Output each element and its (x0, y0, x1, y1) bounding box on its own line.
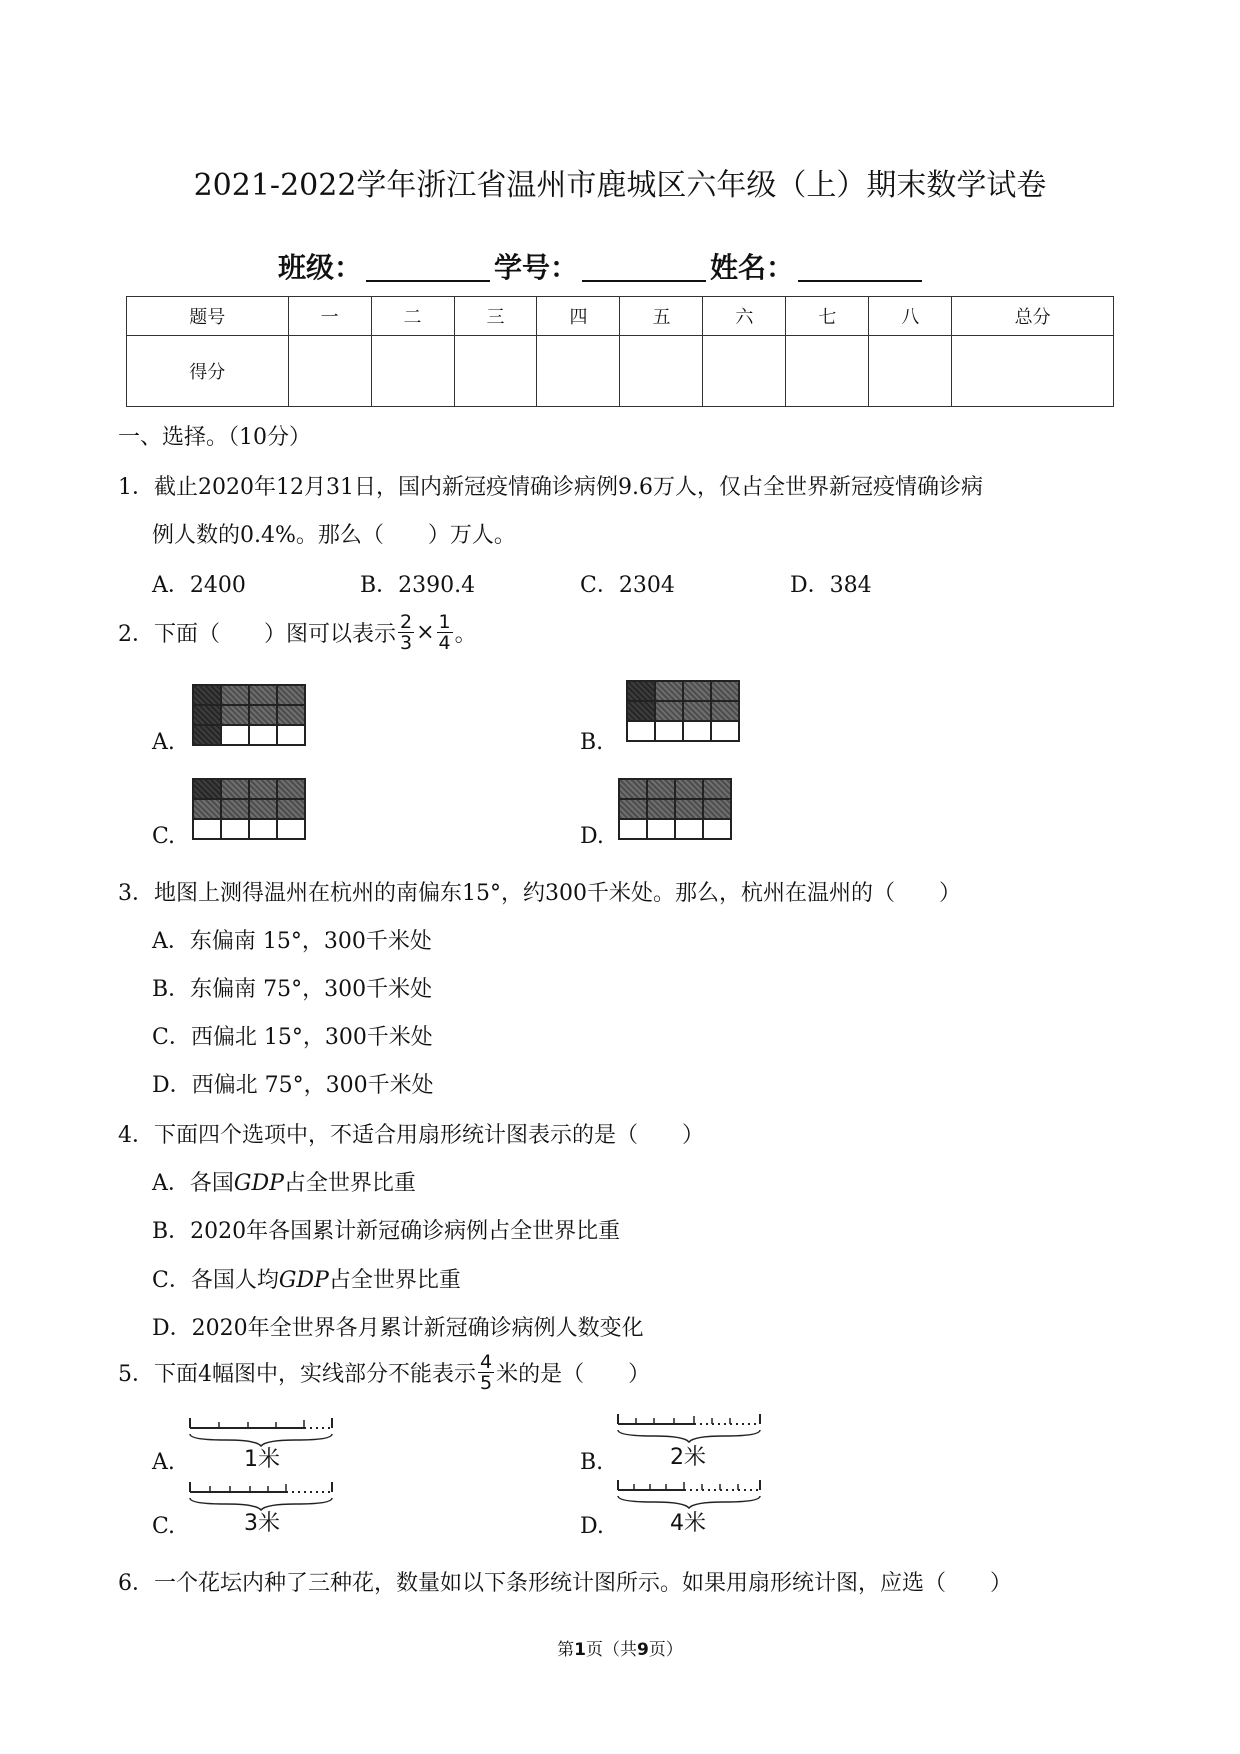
q2-label-a[interactable]: A. (152, 730, 175, 755)
q5-ruler-b-length: 2米 (670, 1445, 706, 1470)
page-number: 1 (574, 1640, 586, 1660)
score-cell[interactable] (703, 336, 786, 407)
fraction (478, 1352, 494, 1393)
score-cell[interactable] (786, 336, 869, 407)
q5-label-a[interactable]: A. (152, 1450, 175, 1475)
q5-stem-text: 5．下面4幅图中，实线部分不能表示 (118, 1362, 476, 1387)
gdp-text: GDP (278, 1268, 329, 1293)
q4-option-a[interactable] (152, 1166, 416, 1197)
times-sign: × (416, 620, 435, 645)
score-cell[interactable] (371, 336, 454, 407)
q5-label-c[interactable]: C. (152, 1514, 176, 1539)
numerator: 4 (480, 1351, 493, 1373)
q4-option-a-text: A．各国 (152, 1171, 234, 1196)
q4-option-c[interactable] (152, 1263, 461, 1294)
score-header: 七 (786, 297, 869, 336)
q3-stem: 3．地图上测得温州在杭州的南偏东15°，约300千米处。那么，杭州在温州的（ ） (118, 881, 961, 906)
student-info (278, 246, 926, 286)
score-row-label: 得分 (127, 336, 289, 407)
score-header-row (127, 297, 1114, 336)
class-label: 班级： (278, 251, 363, 284)
page-footer (0, 1635, 1240, 1660)
q5-ruler-a-length: 1米 (244, 1447, 280, 1472)
score-cell[interactable] (537, 336, 620, 407)
score-cell[interactable] (869, 336, 952, 407)
q5-stem (118, 1352, 650, 1393)
q4-option-a-text: 占全世界比重 (283, 1171, 416, 1196)
denominator: 3 (400, 632, 413, 654)
q2-grid-a[interactable] (192, 684, 306, 746)
q1-option-b[interactable]: B．2390.4 (360, 573, 476, 598)
fraction (437, 612, 453, 653)
q3-option-a[interactable]: A．东偏南 15°，300千米处 (152, 929, 432, 954)
q3-option-b[interactable]: B．东偏南 75°，300千米处 (152, 977, 433, 1002)
q1-option-a[interactable]: A．2400 (152, 573, 246, 598)
q5-ruler-c-length: 3米 (244, 1511, 280, 1536)
q2-label-b[interactable]: B. (580, 730, 604, 755)
score-cell[interactable] (454, 336, 537, 407)
number-label: 学号： (494, 251, 579, 284)
q1-stem-line2: 例人数的0.4%。那么（ ）万人。 (152, 523, 516, 548)
score-header: 八 (869, 297, 952, 336)
q2-stem-end: 。 (454, 622, 477, 647)
score-header: 一 (288, 297, 371, 336)
q1-option-c[interactable]: C．2304 (580, 573, 675, 598)
q4-option-c-text: C．各国人均 (152, 1268, 279, 1293)
name-label: 姓名： (710, 251, 795, 284)
page-title: 2021-2022学年浙江省温州市鹿城区六年级（上）期末数学试卷 (193, 168, 1047, 203)
denominator: 5 (480, 1372, 493, 1394)
score-header: 二 (371, 297, 454, 336)
score-header: 总分 (952, 297, 1114, 336)
score-cell[interactable] (952, 336, 1114, 407)
q5-label-b[interactable]: B. (580, 1450, 604, 1475)
gdp-text: GDP (233, 1171, 284, 1196)
q5-ruler-d-length: 4米 (670, 1511, 706, 1536)
footer-text: 页） (648, 1640, 683, 1660)
name-blank[interactable] (798, 279, 922, 282)
score-header: 六 (703, 297, 786, 336)
score-header: 题号 (127, 297, 289, 336)
q2-stem (118, 612, 477, 653)
score-header: 三 (454, 297, 537, 336)
q2-label-d[interactable]: D. (580, 824, 604, 849)
score-table (126, 296, 1114, 407)
section-heading: 一、选择。（10分） (118, 425, 311, 450)
q2-stem-text: 2．下面（ ）图可以表示 (118, 622, 396, 647)
q2-label-c[interactable]: C. (152, 824, 176, 849)
q4-option-b[interactable]: B．2020年各国累计新冠确诊病例占全世界比重 (152, 1219, 621, 1244)
numerator: 2 (400, 611, 413, 633)
q4-option-d[interactable]: D．2020年全世界各月累计新冠确诊病例人数变化 (152, 1316, 644, 1341)
q4-option-c-text: 占全世界比重 (328, 1268, 461, 1293)
footer-text: 页（共 (586, 1640, 637, 1660)
score-header: 五 (620, 297, 703, 336)
q2-grid-d[interactable] (618, 778, 732, 840)
total-pages: 9 (637, 1640, 649, 1660)
fraction (398, 612, 414, 653)
score-cell[interactable] (288, 336, 371, 407)
q1-stem-line1: 1．截止2020年12月31日，国内新冠疫情确诊病例9.6万人，仅占全世界新冠疫情确诊病 (118, 475, 983, 500)
q5-stem-end: 米的是（ ） (496, 1362, 651, 1387)
q3-option-d[interactable]: D．西偏北 75°，300千米处 (152, 1073, 434, 1098)
score-cell[interactable] (620, 336, 703, 407)
footer-text: 第 (557, 1640, 575, 1660)
number-blank[interactable] (582, 279, 706, 282)
q6-stem: 6．一个花坛内种了三种花，数量如以下条形统计图所示。如果用扇形统计图，应选（ ） (118, 1571, 1013, 1596)
q4-stem: 4．下面四个选项中，不适合用扇形统计图表示的是（ ） (118, 1123, 704, 1148)
q1-option-d[interactable]: D．384 (790, 573, 872, 598)
score-header: 四 (537, 297, 620, 336)
class-blank[interactable] (366, 279, 490, 282)
q2-grid-c[interactable] (192, 778, 306, 840)
q2-grid-b[interactable] (626, 680, 740, 742)
denominator: 4 (438, 632, 451, 654)
score-row (127, 336, 1114, 407)
numerator: 1 (438, 611, 451, 633)
q5-label-d[interactable]: D. (580, 1514, 604, 1539)
q3-option-c[interactable]: C．西偏北 15°，300千米处 (152, 1025, 433, 1050)
